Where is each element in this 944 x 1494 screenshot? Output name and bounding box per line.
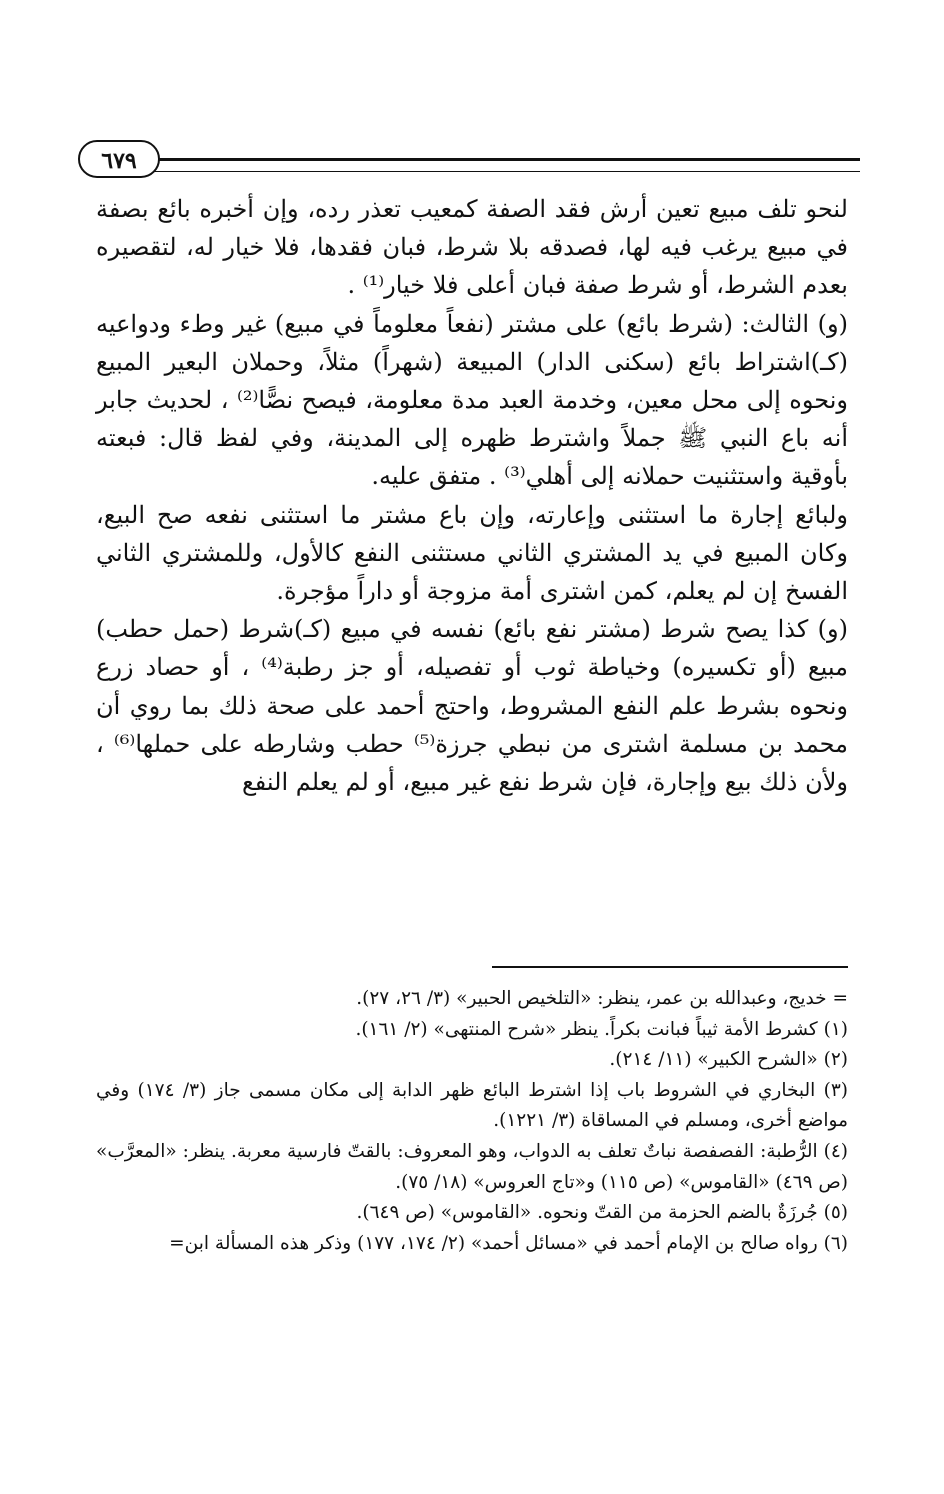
header-rule <box>152 158 860 172</box>
paragraph: لنحو تلف مبيع تعين أرش فقد الصفة كمعيب تعذر رده، وإن أخبره بائع بصفة في مبيع يرغب فيه لها، فصدقه بلا شرط، فبان فقدها، فلا خيار له، لتقصيره بعدم الشرط، أو شرط صفة فبان أعلى فلا خيار⁽¹⁾ . <box>96 195 848 300</box>
paragraph: (و) الثالث: (شرط بائع) على مشتر (نفعاً معلوماً في مبيع) غير وطء ودواعيه (كـ)اشتراط بائع (سكنى الدار) المبيعة (شهراً) مثلاً، وحملان البعير المبيع ونحوه إلى محل معين، وخدمة العبد مدة معلومة، فيصح نصًّا⁽²⁾ ، لحديث جابر أنه باع النبي ﷺ جملاً واشترط ظهره إلى المدينة، وفي لفظ قال: فبعته بأوقية واستثنيت حملانه إلى أهلي⁽³⁾ . متفق عليه. <box>96 309 849 491</box>
page-header <box>78 138 860 186</box>
footnotes <box>96 984 848 1259</box>
main-text <box>96 190 848 801</box>
footnote: (٤) الرُّطبة: الفصفصة نباتٌ تعلف به الدواب، وهو المعروف: بالقتّ فارسية معربة. ينظر: «المعرَّب» (ص ٤٦٩) «القاموس» (ص ١١٥) و«تاج العروس» (١٨/ ٧٥). <box>96 1140 848 1193</box>
footnote: = خديج، وعبدالله بن عمر، ينظر: «التلخيص الحبير» (٣/ ٢٦، ٢٧). <box>356 988 848 1009</box>
footnote: (٦) رواه صالح بن الإمام أحمد في «مسائل أحمد» (٢/ ١٧٤، ١٧٧) وذكر هذه المسألة ابن= <box>169 1232 848 1254</box>
footnote: (١) كشرط الأمة ثيباً فبانت بكراً. ينظر «شرح المنتهى» (٢/ ١٦١). <box>355 1018 848 1040</box>
footnote-separator <box>492 966 848 968</box>
paragraph: (و) كذا يصح شرط (مشتر نفع بائع) نفسه في مبيع (كـ)شرط (حمل حطب) مبيع (أو تكسيره) وخياطة ثوب أو تفصيله، أو جز رطبة⁽⁴⁾ ، أو حصاد زرع ونحوه بشرط علم النفع المشروط، واحتج أحمد على صحة ذلك بما روي أن محمد بن مسلمة اشترى من نبطي جرزة⁽⁵⁾ حطب وشارطه على حملها⁽⁶⁾ ، ولأن ذلك بيع وإجارة، فإن شرط نفع غير مبيع، أو لم يعلم النفع <box>96 615 848 797</box>
footnote: (٢) «الشرح الكبير» (١١/ ٢١٤). <box>609 1049 848 1071</box>
footnote: (٣) البخاري في الشروط باب إذا اشترط البائع ظهر الدابة إلى مكان مسمى جاز (٣/ ١٧٤) وفي مواضع أخرى، ومسلم في المساقاة (٣/ ١٢٢١). <box>96 1079 848 1132</box>
footnote: (٥) جُرزَةٌ بالضم الحزمة من القتّ ونحوه. «القاموس» (ص ٦٤٩). <box>356 1202 848 1224</box>
page-number: ٦٧٩ <box>78 140 160 178</box>
paragraph: ولبائع إجارة ما استثنى وإعارته، وإن باع مشتر ما استثنى نفعه صح البيع، وكان المبيع في يد المشتري الثاني مستثنى النفع كالأول، وللمشتري الثاني الفسخ إن لم يعلم، كمن اشترى أمة مزوجة أو داراً مؤجرة. <box>96 500 848 606</box>
